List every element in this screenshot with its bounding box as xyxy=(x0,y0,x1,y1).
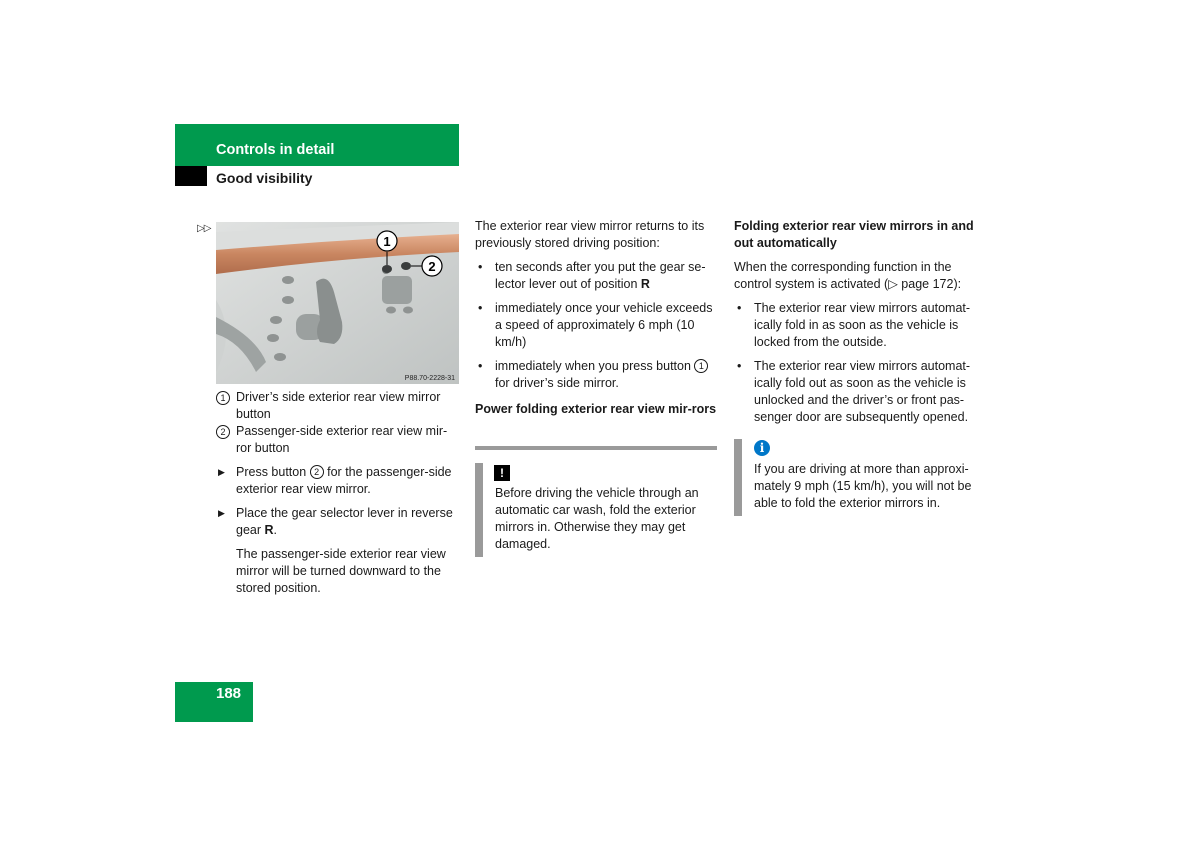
bullet-icon: • xyxy=(737,359,742,373)
button-number: 1 xyxy=(694,359,708,373)
list-item: • The exterior rear view mirrors automat-ically fold out as soon as the vehicle is unlocked and the driver’s or front pas-senger door are subsequently opened. xyxy=(737,359,971,424)
intro-paragraph: When the corresponding function in the control system is activated (▷ page 172): xyxy=(734,260,962,291)
list-item: • The exterior rear view mirrors automat-ically fold in as soon as the vehicle is locked from the outside. xyxy=(737,301,971,349)
intro-paragraph: The exterior rear view mirror returns to its previously stored driving position: xyxy=(475,219,705,250)
legend-number: 1 xyxy=(216,391,230,405)
step-arrow-icon: ▶ xyxy=(218,508,225,518)
callout-1-label: 1 xyxy=(383,234,391,249)
warning-text: Before driving the vehicle through an automatic car wash, fold the exterior mirrors in. Otherwise they may get damaged. xyxy=(495,486,699,551)
subsection-title: Good visibility xyxy=(216,170,313,186)
bullet-icon: • xyxy=(478,260,483,274)
info-note xyxy=(754,461,979,512)
door-control-panel-figure xyxy=(216,222,459,384)
legend-number: 2 xyxy=(216,425,230,439)
driver-mirror-button xyxy=(382,265,392,273)
warning-bar xyxy=(475,463,483,557)
section-heading: Folding exterior rear view mirrors in and out automatically xyxy=(734,219,974,250)
figure-code: P88.70-2228-31 xyxy=(404,375,455,382)
list-item: • immediately once your vehicle exceeds a speed of approximately 6 mph (10 km/h) xyxy=(478,301,713,349)
info-icon: i xyxy=(754,440,770,456)
legend-text: Driver’s side exterior rear view mirror button xyxy=(236,390,441,421)
continued-marker: ▷▷ xyxy=(197,223,211,234)
button-number: 2 xyxy=(310,465,324,479)
section-title: Controls in detail xyxy=(216,142,335,158)
heading-rule xyxy=(475,446,717,450)
left-column xyxy=(216,389,459,597)
step-result: The passenger-side exterior rear view mirror will be turned downward to the stored position. xyxy=(236,547,446,595)
mirror-adjust-pad xyxy=(382,276,412,304)
instruction-step: ▶ Place the gear selector lever in reverse gear R. xyxy=(218,506,453,537)
passenger-mirror-button xyxy=(401,262,411,270)
door-panel-illustration xyxy=(216,222,459,384)
bullet-icon: • xyxy=(478,301,483,315)
instruction-step: ▶ Press button 2 for the passenger-side exterior rear view mirror. xyxy=(218,465,452,496)
page-number-box xyxy=(175,682,253,722)
info-text: If you are driving at more than approxi-mately 9 mph (15 km/h), you will not be able to fold the exterior mirrors in. xyxy=(754,462,972,510)
bullet-icon: • xyxy=(478,359,483,373)
list-item: • ten seconds after you put the gear se-lector lever out of position R xyxy=(478,260,706,291)
legend-item xyxy=(216,423,459,457)
callout-2-label: 2 xyxy=(428,259,436,274)
step-arrow-icon: ▶ xyxy=(218,467,225,477)
section-tab-marker xyxy=(175,166,207,186)
list-item: • immediately when you press button 1 for driver’s side mirror. xyxy=(475,358,718,392)
section-heading: Power folding exterior rear view mir-rors xyxy=(475,402,717,416)
legend-item xyxy=(216,389,459,423)
warning-note xyxy=(495,485,717,553)
info-bar xyxy=(734,439,742,516)
middle-column xyxy=(475,218,718,418)
page-number: 188 xyxy=(216,685,242,702)
legend-text: Passenger-side exterior rear view mir-ror button xyxy=(236,424,448,455)
right-column xyxy=(734,218,979,426)
warning-icon: ! xyxy=(494,465,510,481)
bullet-icon: • xyxy=(737,301,742,315)
